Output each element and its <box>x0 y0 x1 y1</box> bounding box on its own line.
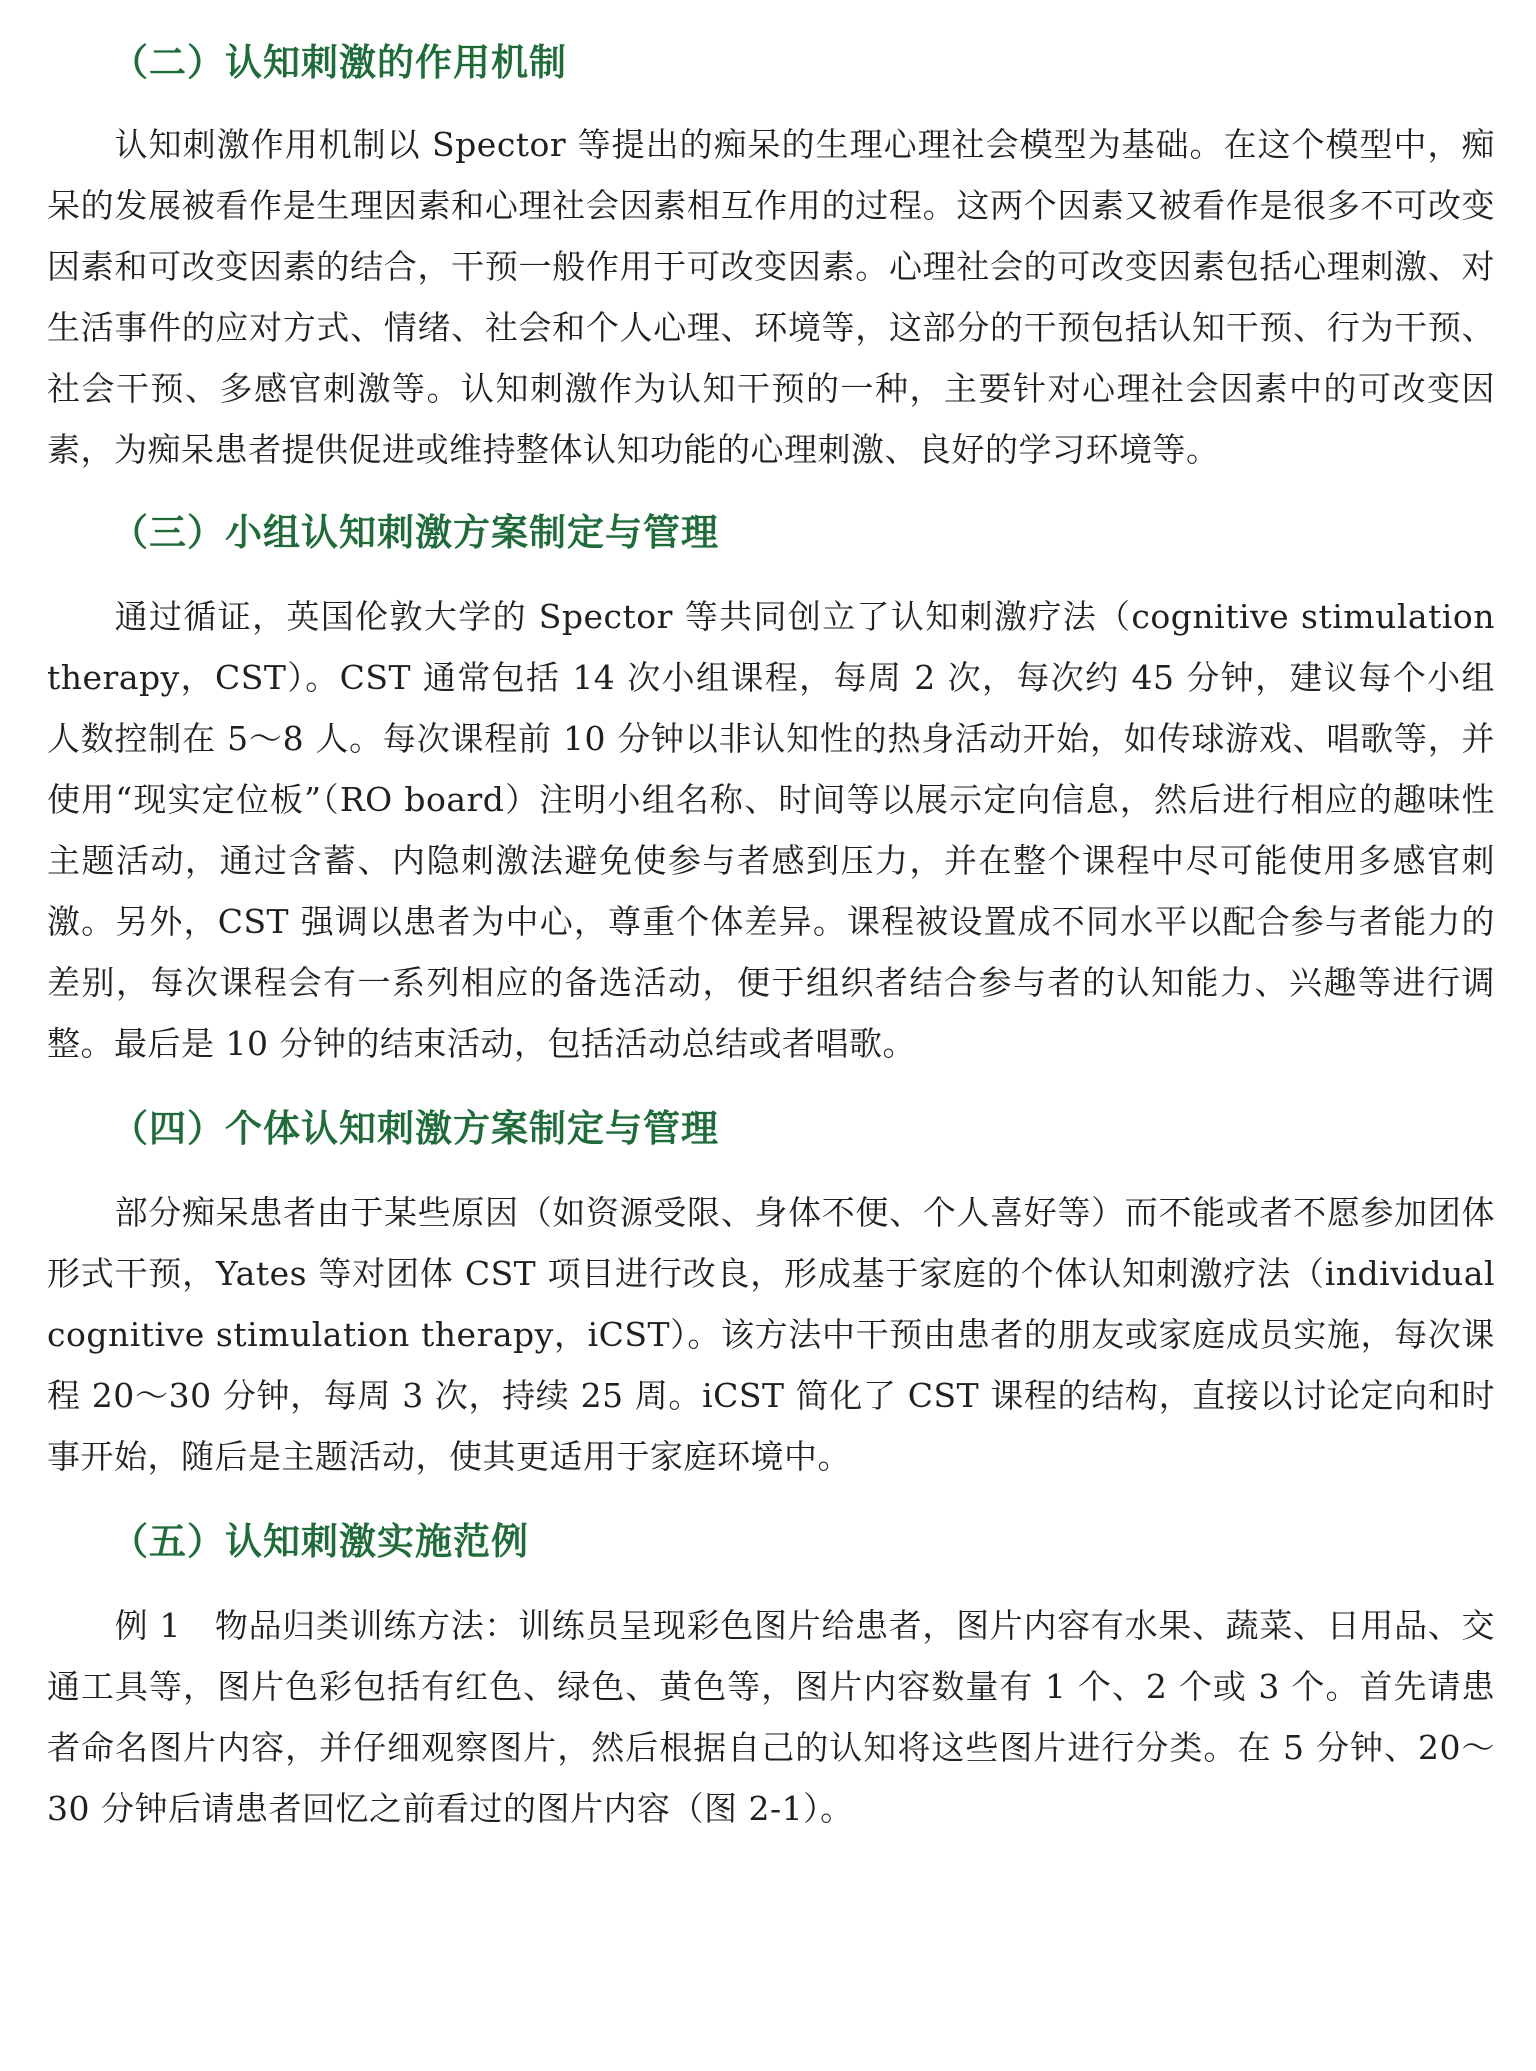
section-heading: （二）认知刺激的作用机制 <box>111 40 567 84</box>
section-group-cst <box>47 500 1495 1074</box>
section-paragraph: 部分痴呆患者由于某些原因（如资源受限、身体不便、个人喜好等）而不能或者不愿参加团体形式干预，Yates 等对团体 CST 项目进行改良，形成基于家庭的个体认知刺激疗法（individual cognitive stimulation therapy，iCST）。该方法中干预由患者的朋友或家庭成员实施，每次课程 20～30 分钟，每周 3 次，持续 25 周。iCST 简化了 CST 课程的结构，直接以讨论定向和时事开始，随后是主题活动，使其更适用于家庭环境中。 <box>47 1193 1495 1476</box>
section-individual-cst <box>47 1096 1495 1487</box>
section-heading: （四）个体认知刺激方案制定与管理 <box>111 1106 719 1150</box>
section-examples <box>47 1509 1495 1839</box>
section-heading: （五）认知刺激实施范例 <box>111 1519 529 1563</box>
section-mechanism <box>47 30 1495 480</box>
section-heading: （三）小组认知刺激方案制定与管理 <box>111 510 719 554</box>
section-paragraph: 例 1 物品归类训练方法：训练员呈现彩色图片给患者，图片内容有水果、蔬菜、日用品、交通工具等，图片色彩包括有红色、绿色、黄色等，图片内容数量有 1 个、2 个或 3 个。首先请患者命名图片内容，并仔细观察图片，然后根据自己的认知将这些图片进行分类。在 5 分钟、20～30 分钟后请患者回忆之前看过的图片内容（图 2-1）。 <box>47 1606 1495 1828</box>
section-paragraph: 通过循证，英国伦敦大学的 Spector 等共同创立了认知刺激疗法（cognitive stimulation therapy，CST）。CST 通常包括 14 次小组课程，每周 2 次，每次约 45 分钟，建议每个小组人数控制在 5～8 人。每次课程前 10 分钟以非认知性的热身活动开始，如传球游戏、唱歌等，并使用“现实定位板”（RO board）注明小组名称、时间等以展示定向信息，然后进行相应的趣味性主题活动，通过含蓄、内隐刺激法避免使参与者感到压力，并在整个课程中尽可能使用多感官刺激。另外，CST 强调以患者为中心，尊重个体差异。课程被设置成不同水平以配合参与者能力的差别，每次课程会有一系列相应的备选活动，便于组织者结合参与者的认知能力、兴趣等进行调整。最后是 10 分钟的结束活动，包括活动总结或者唱歌。 <box>47 597 1495 1063</box>
section-paragraph: 认知刺激作用机制以 Spector 等提出的痴呆的生理心理社会模型为基础。在这个模型中，痴呆的发展被看作是生理因素和心理社会因素相互作用的过程。这两个因素又被看作是很多不可改变因素和可改变因素的结合，干预一般作用于可改变因素。心理社会的可改变因素包括心理刺激、对生活事件的应对方式、情绪、社会和个人心理、环境等，这部分的干预包括认知干预、行为干预、社会干预、多感官刺激等。认知刺激作为认知干预的一种，主要针对心理社会因素中的可改变因素，为痴呆患者提供促进或维持整体认知功能的心理刺激、良好的学习环境等。 <box>47 125 1495 469</box>
document-page <box>47 30 1495 1839</box>
